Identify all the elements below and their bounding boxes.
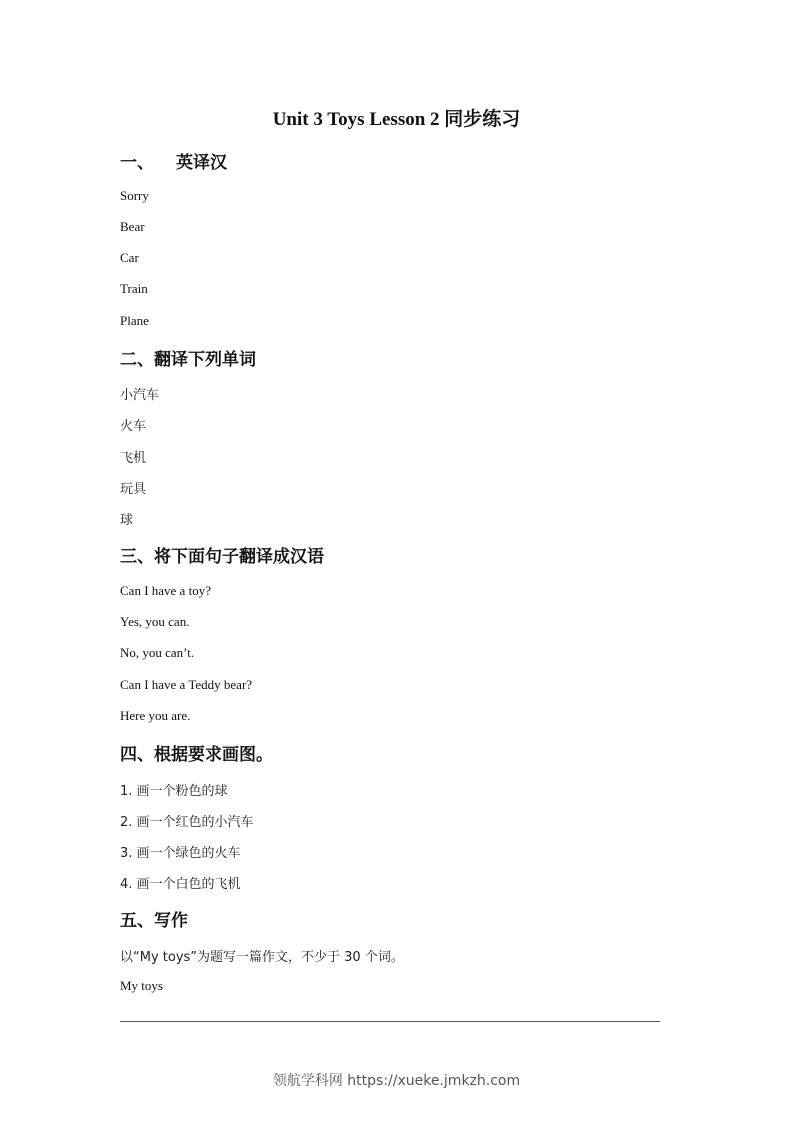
section-1-number: 一、: [120, 153, 154, 173]
section-2-item: 小汽车: [120, 388, 160, 403]
section-3-heading: 三、将下面句子翻译成汉语: [120, 547, 324, 567]
section-4-heading: 四、根据要求画图。: [120, 745, 273, 765]
section-3-item: Can I have a Teddy bear?: [120, 677, 253, 692]
page-title: Unit 3 Toys Lesson 2 同步练习: [272, 109, 521, 130]
section-1-item: Sorry: [120, 188, 149, 203]
section-2-item: 球: [120, 513, 134, 528]
section-1-item: Bear: [120, 219, 145, 234]
section-1-title: 英译汉: [176, 153, 227, 173]
section-1-heading: [120, 148, 227, 173]
section-4-item: 3. 画一个绿色的火车: [120, 846, 241, 861]
section-3-item: No, you can’t.: [120, 645, 195, 660]
section-3-item: Here you are.: [120, 708, 191, 723]
section-1-item: Train: [120, 281, 148, 296]
section-3-item: Yes, you can.: [120, 614, 190, 629]
section-5-heading: 五、写作: [120, 911, 188, 931]
footer-watermark: 领航学科网 https://xueke.jmkzh.com: [272, 1073, 521, 1089]
essay-title: My toys: [120, 978, 163, 993]
section-2-item: 火车: [120, 419, 147, 434]
section-2-item: 玩具: [120, 482, 147, 497]
section-4-item: 1. 画一个粉色的球: [120, 784, 228, 799]
section-1-item: Car: [120, 250, 139, 265]
section-4-item: 4. 画一个白色的飞机: [120, 877, 241, 892]
section-2-heading: 二、翻译下列单词: [120, 350, 256, 370]
section-3-item: Can I have a toy?: [120, 583, 211, 598]
answer-line: [120, 1021, 660, 1022]
section-2-item: 飞机: [120, 451, 147, 466]
section-4-item: 2. 画一个红色的小汽车: [120, 815, 254, 830]
section-1-item: Plane: [120, 313, 149, 328]
writing-instruction: 以“My toys”为题写一篇作文，不少于 30 个词。: [120, 950, 404, 965]
